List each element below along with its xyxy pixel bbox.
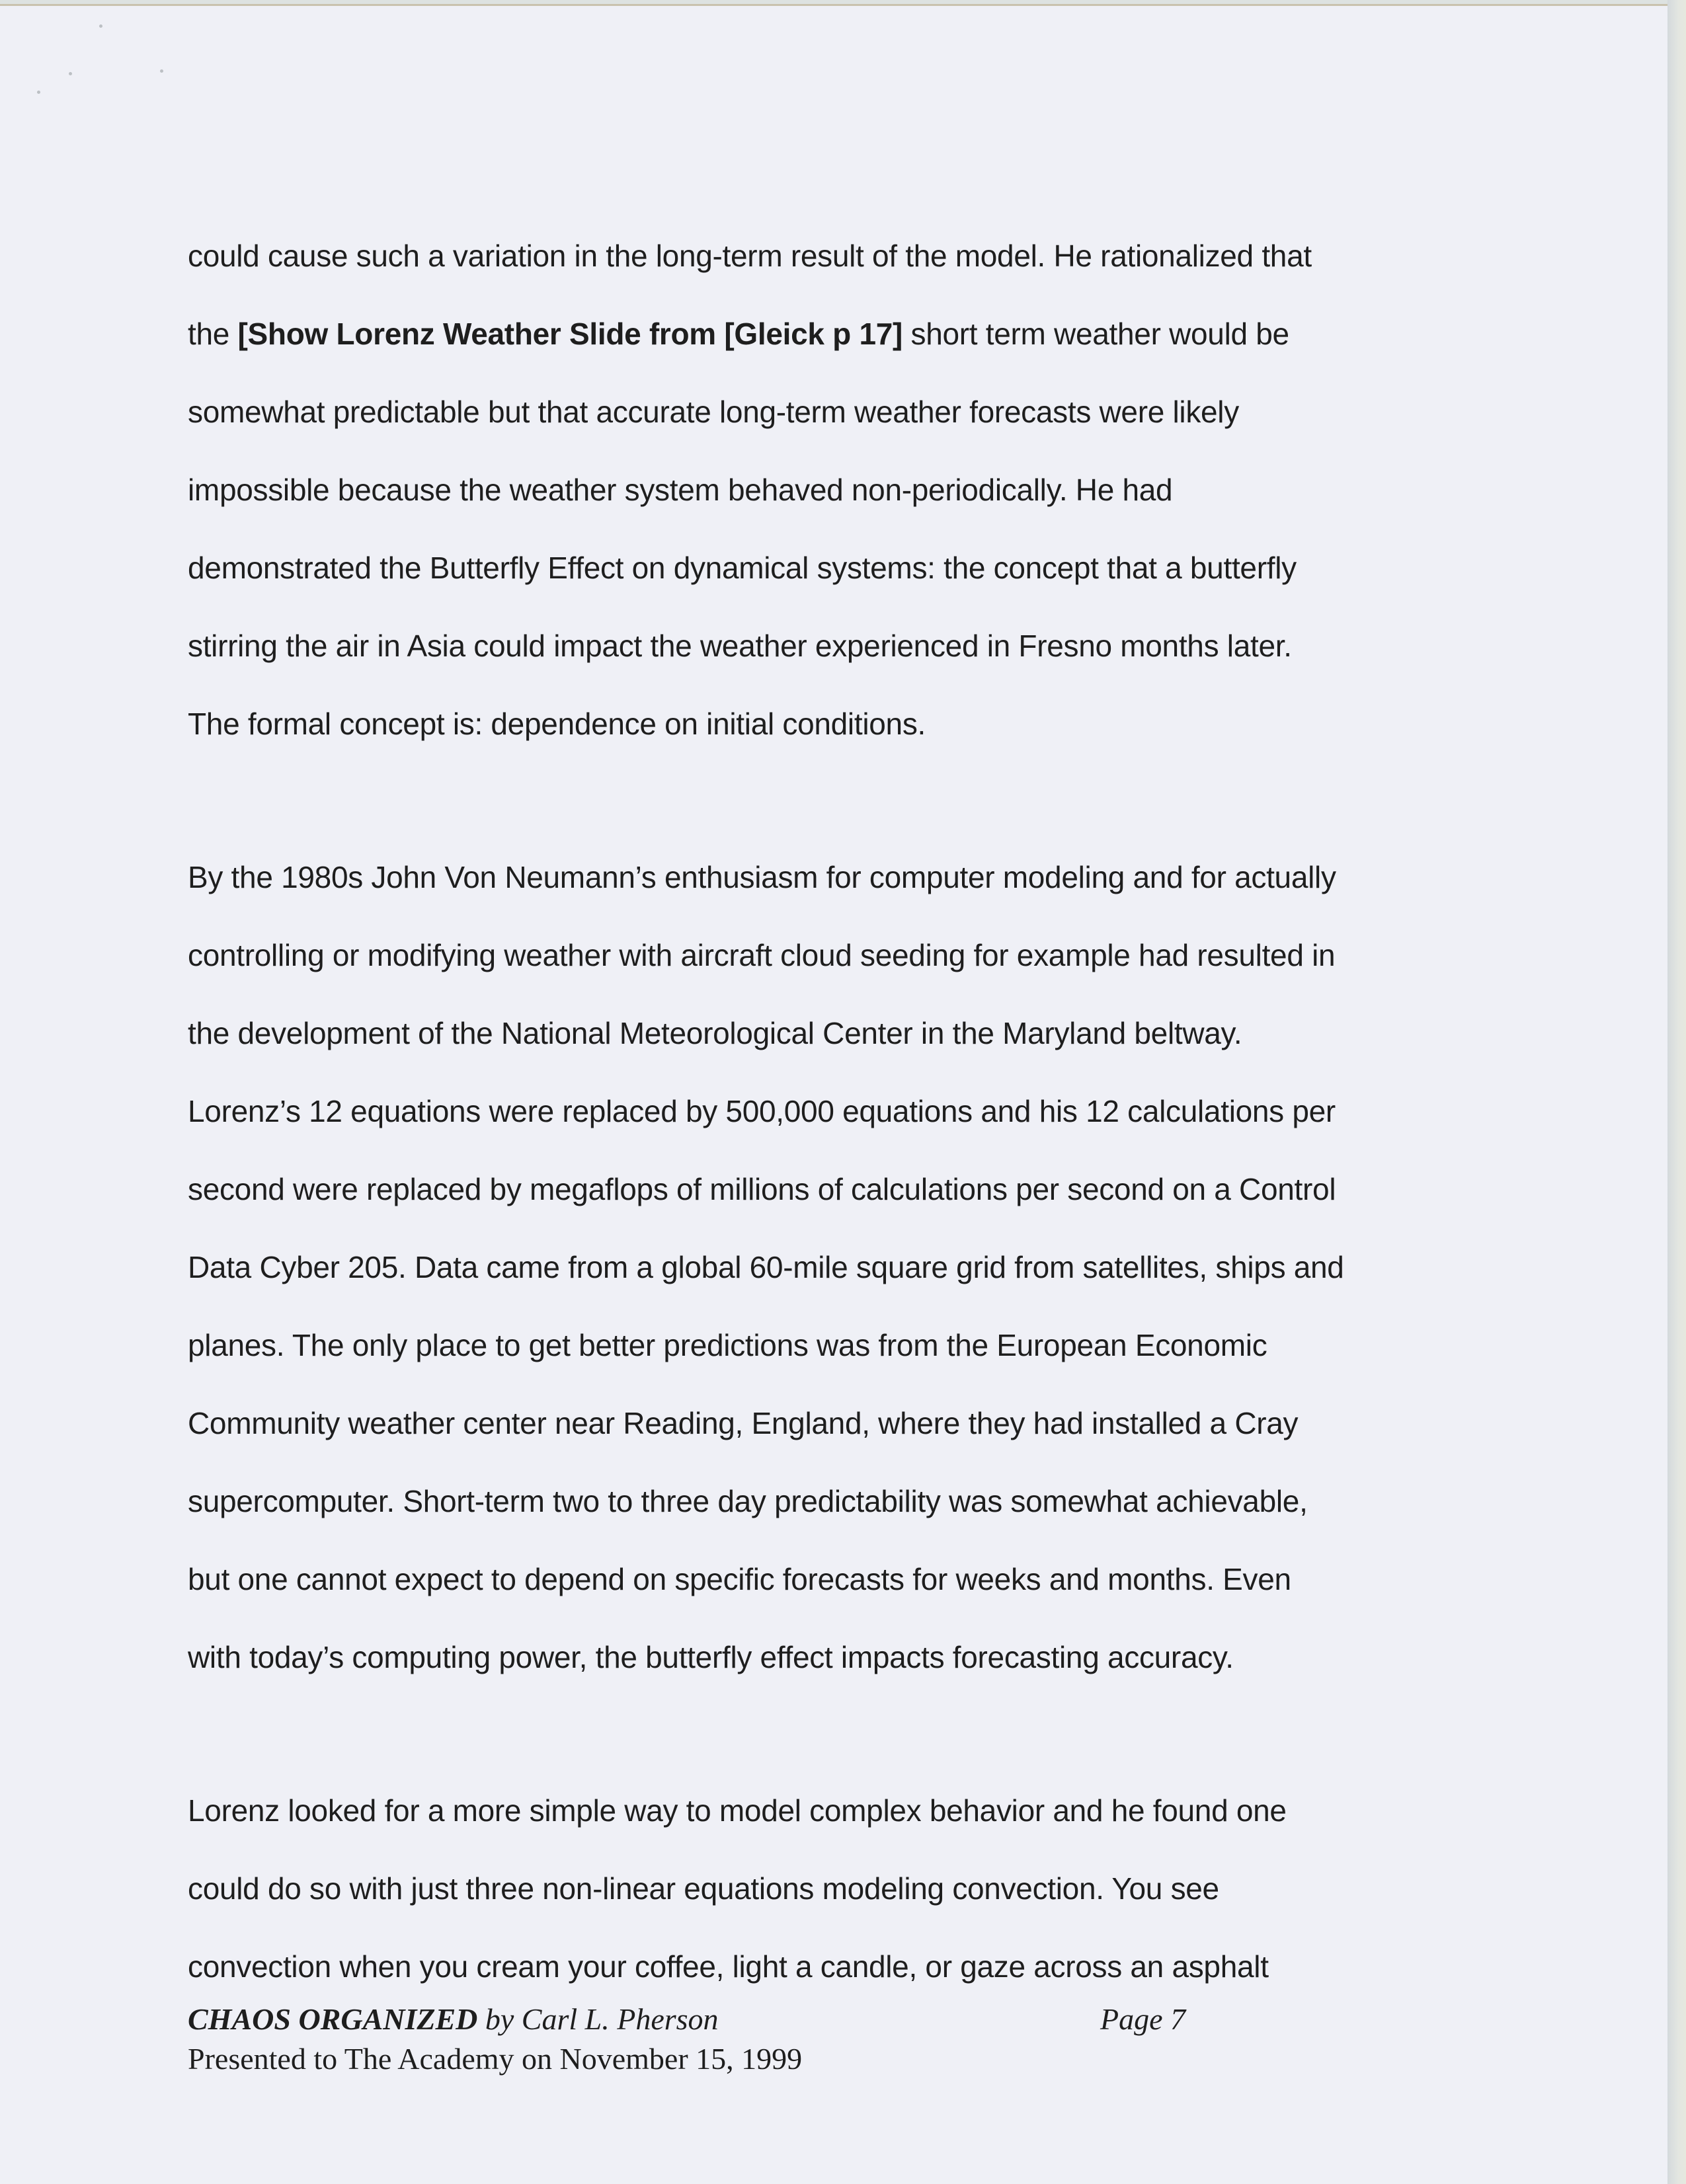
text-line <box>188 1779 1510 1857</box>
text-line <box>188 1391 1510 1469</box>
text-segment: Lorenz’s 12 equations were replaced by 500,000 equations and his 12 calculations per <box>188 1094 1336 1128</box>
text-segment: demonstrated the Butterfly Effect on dynamical systems: the concept that a butterfly <box>188 551 1297 585</box>
text-segment: could do so with just three non-linear equations modeling convection. You see <box>188 1871 1219 1906</box>
footer-presented: Presented to The Academy on November 15, 1999 <box>188 2042 803 2076</box>
text-segment: the <box>188 317 238 351</box>
footer-author: by Carl L. Pherson <box>477 2002 719 2036</box>
text-segment: Community weather center near Reading, England, where they had installed a Cray <box>188 1406 1299 1440</box>
paragraph <box>188 1779 1510 2013</box>
text-line <box>188 458 1510 536</box>
text-line <box>188 380 1510 458</box>
text-segment: The formal concept is: dependence on initial conditions. <box>188 707 926 741</box>
text-segment: Data Cyber 205. Data came from a global 60-mile square grid from satellites, ships and <box>188 1250 1344 1284</box>
text-segment: second were replaced by megaflops of millions of calculations per second on a Control <box>188 1172 1336 1206</box>
text-segment: convection when you cream your coffee, light a candle, or gaze across an asphalt <box>188 1949 1269 1984</box>
footer-title: CHAOS ORGANIZED <box>188 2002 478 2036</box>
text-line <box>188 1625 1510 1703</box>
text-segment: controlling or modifying weather with aircraft cloud seeding for example had resulted in <box>188 938 1336 972</box>
page-edge <box>1667 0 1686 2184</box>
text-line <box>188 845 1510 923</box>
slide-cue-text: [Show Lorenz Weather Slide from [Gleick p 17] <box>237 317 903 351</box>
text-segment: the development of the National Meteorological Center in the Maryland beltway. <box>188 1016 1242 1050</box>
page-number: Page 7 <box>1100 2002 1186 2036</box>
scan-speck <box>69 72 72 75</box>
text-segment: planes. The only place to get better predictions was from the European Economic <box>188 1328 1267 1362</box>
document-page <box>0 4 1667 2184</box>
paragraph <box>188 224 1510 770</box>
text-line <box>188 923 1510 1001</box>
text-segment: with today’s computing power, the butterfly effect impacts forecasting accuracy. <box>188 1640 1234 1674</box>
text-line <box>188 1469 1510 1547</box>
page-footer <box>188 2000 1213 2079</box>
text-segment: By the 1980s John Von Neumann’s enthusiasm for computer modeling and for actually <box>188 860 1336 894</box>
text-segment: could cause such a variation in the long-term result of the model. He rationalized that <box>188 239 1312 273</box>
text-line <box>188 1157 1510 1235</box>
scan-speck <box>37 91 40 94</box>
text-segment: stirring the air in Asia could impact the weather experienced in Fresno months later. <box>188 629 1292 663</box>
text-line <box>188 1235 1510 1313</box>
text-line <box>188 1001 1510 1079</box>
text-segment: but one cannot expect to depend on specific forecasts for weeks and months. Even <box>188 1562 1291 1596</box>
text-line <box>188 1079 1510 1157</box>
text-line <box>188 1857 1510 1935</box>
scan-speck <box>160 69 163 73</box>
paragraph-gap <box>188 770 1510 845</box>
text-line <box>188 1547 1510 1625</box>
text-line <box>188 224 1510 302</box>
text-segment: supercomputer. Short-term two to three day predictability was somewhat achievable, <box>188 1484 1308 1518</box>
text-segment: short term weather would be <box>903 317 1289 351</box>
paragraph-gap <box>188 1703 1510 1779</box>
body-text <box>188 224 1510 2013</box>
text-segment: somewhat predictable but that accurate long-term weather forecasts were likely <box>188 395 1239 429</box>
text-segment: Lorenz looked for a more simple way to model complex behavior and he found one <box>188 1793 1287 1828</box>
paragraph <box>188 845 1510 1703</box>
text-line <box>188 302 1510 380</box>
text-line <box>188 536 1510 614</box>
text-line <box>188 1313 1510 1391</box>
text-segment: impossible because the weather system behaved non-periodically. He had <box>188 473 1173 507</box>
text-line <box>188 614 1510 692</box>
text-line <box>188 692 1510 770</box>
footer-title-row <box>188 2000 1213 2039</box>
scan-speck <box>99 24 102 28</box>
